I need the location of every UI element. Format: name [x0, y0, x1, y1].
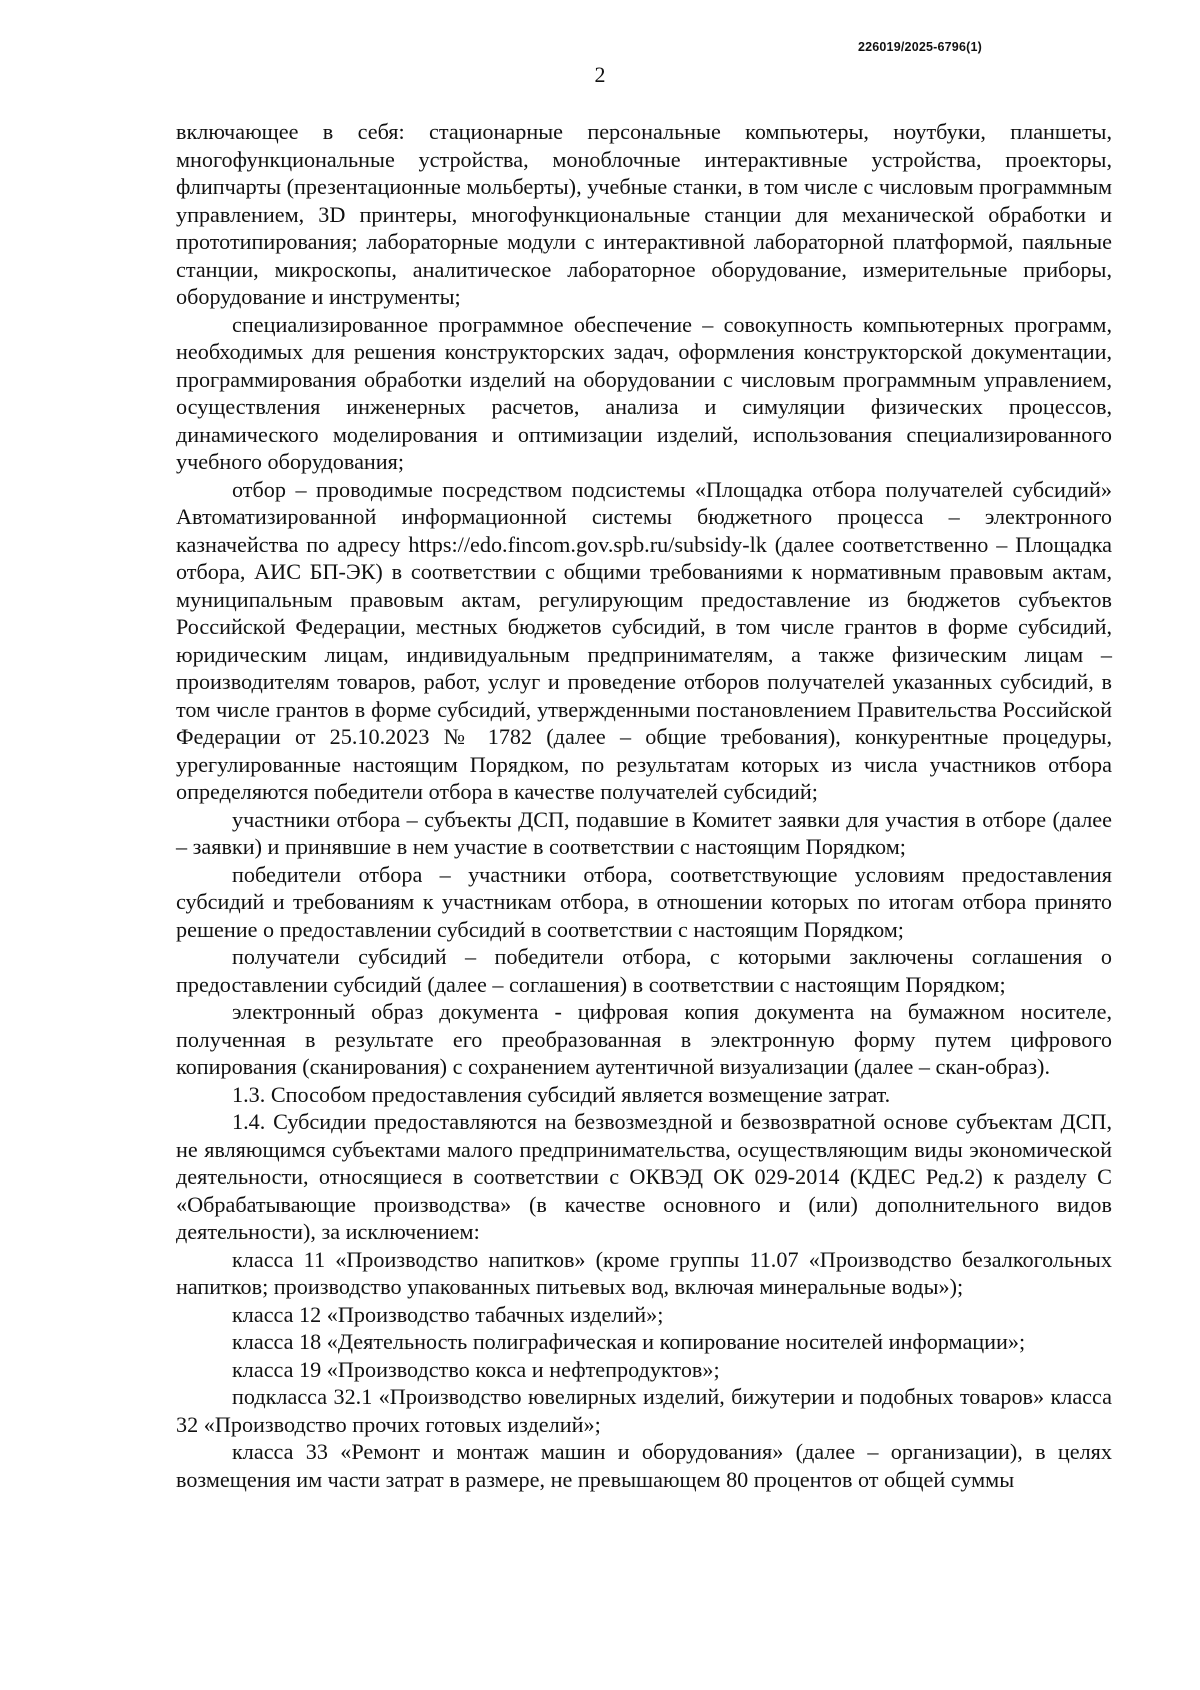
paragraph: включающее в себя: стационарные персональные компьютеры, ноутбуки, планшеты, многофункциональные устройства, моноблочные интерактивные устройства, проекторы, флипчарты (презентационные мольберты), учебные станки, в том числе с числовым программным управлением, 3D принтеры, многофункциональные станции для механической обработки и прототипирования; лабораторные модули с интерактивной лабораторной платформой, паяльные станции, микроскопы, аналитическое лабораторное оборудование, измерительные приборы, оборудование и инструменты; [176, 119, 1112, 309]
document-body [176, 118, 1112, 1493]
paragraph: подкласса 32.1 «Производство ювелирных изделий, бижутерии и подобных товаров» класса 32 «Производство прочих готовых изделий»; [176, 1384, 1112, 1437]
paragraph: специализированное программное обеспечение – совокупность компьютерных программ, необходимых для решения конструкторских задач, оформления конструкторской документации, программирования обработки изделий на оборудовании с числовым программным управлением, осуществления инженерных расчетов, анализа и симуляции физических процессов, динамического моделирования и оптимизации изделий, использования специализированного учебного оборудования; [176, 311, 1112, 474]
paragraph: победители отбора – участники отбора, соответствующие условиям предоставления субсидий и требованиям к участникам отбора, в отношении которых по итогам отбора принято решение о предоставлении субсидий в соответствии с настоящим Порядком; [176, 861, 1112, 942]
paragraph: участники отбора – субъекты ДСП, подавшие в Комитет заявки для участия в отборе (далее – заявки) и принявшие в нем участие в соответствии с настоящим Порядком; [176, 806, 1112, 859]
page-number: 2 [594, 62, 606, 87]
paragraph: электронный образ документа - цифровая копия документа на бумажном носителе, полученная в результате его преобразованная в электронную форму путем цифрового копирования (сканирования) с сохранением аутентичной визуализации (далее – скан-образ). [176, 999, 1112, 1079]
paragraph: отбор – проводимые посредством подсистемы «Площадка отбора получателей субсидий» Автоматизированной информационной системы бюджетного процесса – электронного казначейства по адресу https://edo.fincom.gov.spb.ru/subsidy-lk (далее соответственно – Площадка отбора, АИС БП-ЭК) в соответствии с общими требованиями к нормативным правовым актам, муниципальным правовым актам, регулирующим предоставление из бюджетов субъектов Российской Федерации, местных бюджетов субсидий, в том числе грантов в форме субсидий, юридическим лицам, индивидуальным предпринимателям, а также физическим лицам – производителям товаров, работ, услуг и проведение отборов получателей указанных субсидий, в том числе грантов в форме субсидий, утвержденными постановлением Правительства Российской Федерации от 25.10.2023 № 1782 (далее – общие требования), конкурентные процедуры, урегулированные настоящим Порядком, по результатам которых из числа участников отбора определяются победители отбора в качестве получателей субсидий; [176, 476, 1112, 804]
paragraph: 1.3. Способом предоставления субсидий является возмещение затрат. [232, 1081, 891, 1107]
document-registration-number: 226019/2025-6796(1) [857, 40, 982, 54]
paragraph: класса 18 «Деятельность полиграфическая и копирование носителей информации»; [232, 1329, 1026, 1354]
paragraph: класса 33 «Ремонт и монтаж машин и оборудования» (далее – организации), в целях возмещения им части затрат в размере, не превышающем 80 процентов от общей суммы [176, 1439, 1112, 1492]
paragraph: класса 19 «Производство кокса и нефтепродуктов»; [232, 1356, 720, 1382]
paragraph: класса 11 «Производство напитков» (кроме группы 11.07 «Производство безалкогольных напитков; производство упакованных питьевых вод, включая минеральные воды»); [176, 1246, 1112, 1299]
paragraph: класса 12 «Производство табачных изделий»; [232, 1301, 664, 1327]
paragraph: 1.4. Субсидии предоставляются на безвозмездной и безвозвратной основе субъектам ДСП, не являющимся субъектами малого предпринимательства, осуществляющим виды экономической деятельности, относящиеся в соответствии с ОКВЭД ОК 029-2014 (КДЕС Ред.2) к разделу С «Обрабатывающие производства» (в качестве основного и (или) дополнительного видов деятельности), за исключением: [176, 1109, 1112, 1244]
paragraph: получатели субсидий – победители отбора, с которыми заключены соглашения о предоставлении субсидий (далее – соглашения) в соответствии с настоящим Порядком; [176, 944, 1112, 997]
